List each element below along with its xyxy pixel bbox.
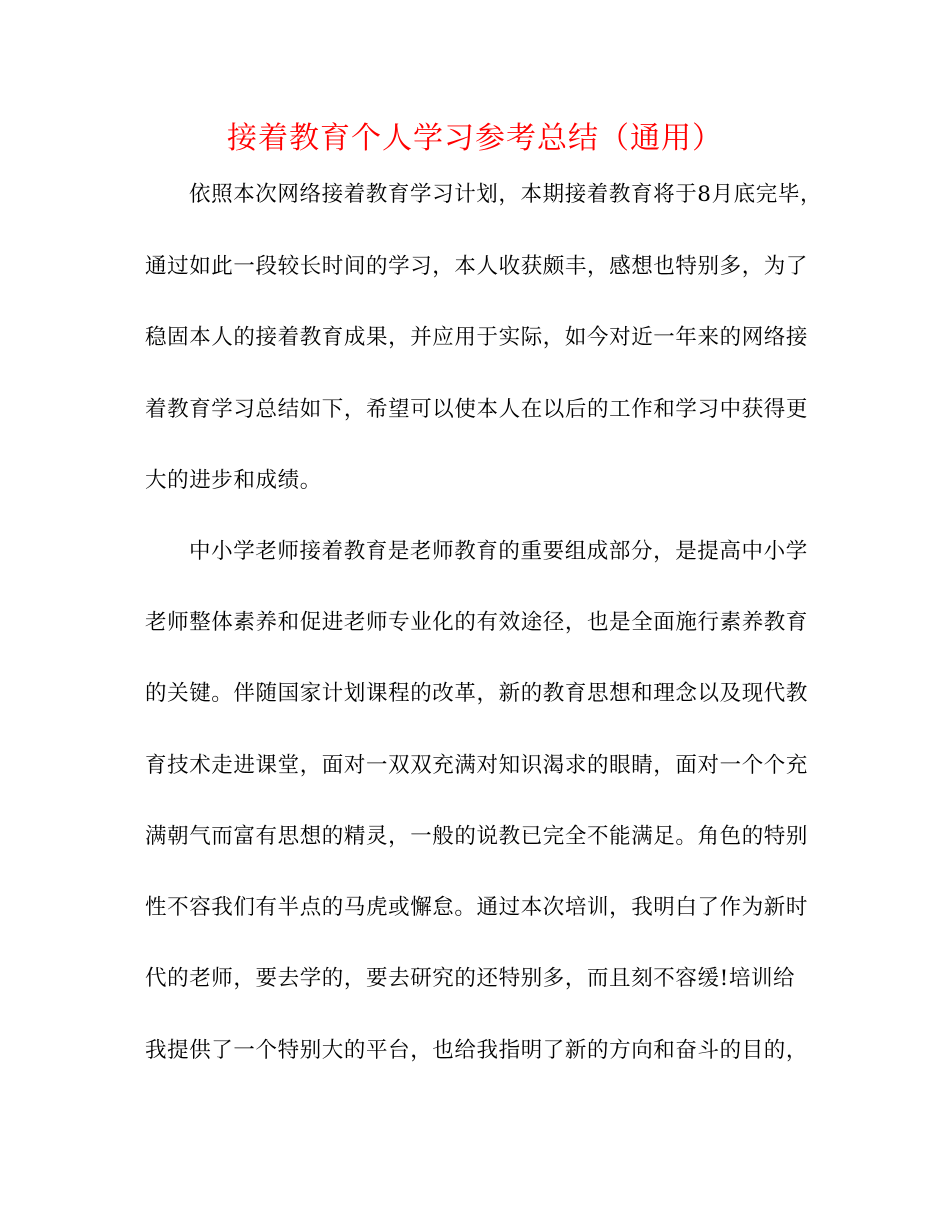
paragraph-2-line-1: 中小学老师接着教育是老师教育的重要组成部分，是提高中小学 (189, 539, 808, 564)
paragraph-2-line-7: 代的老师，要去学的，要去研究的还特别多，而且刻不容缓!培训给 (145, 966, 796, 991)
paragraph-2-line-6: 性不容我们有半点的马虎或懈怠。通过本次培训，我明白了作为新时 (145, 895, 809, 920)
paragraph-2-line-5: 满朝气而富有思想的精灵，一般的说教已完全不能满足。角色的特别 (145, 824, 809, 849)
paragraph-1-line-2: 通过如此一段较长时间的学习，本人收获颇丰，感想也特别多，为了 (145, 254, 809, 279)
paragraph-2-line-3: 的关键。伴随国家计划课程的改革，新的教育思想和理念以及现代教 (145, 681, 809, 706)
paragraph-2-line-8: 我提供了一个特别大的平台，也给我指明了新的方向和奋斗的目的， (145, 1038, 809, 1063)
paragraph-1-line-5: 大的进步和成绩。 (145, 468, 322, 493)
paragraph-1-line-1: 依照本次网络接着教育学习计划，本期接着教育将于8月底完毕， (189, 182, 823, 207)
paragraph-2-line-4: 育技术走进课堂，面对一双双充满对知识渴求的眼睛，面对一个个充 (145, 753, 809, 778)
paragraph-1-line-4: 着教育学习总结如下，希望可以使本人在以后的工作和学习中获得更 (145, 397, 809, 422)
document-title: 接着教育个人学习参考总结（通用） (227, 121, 723, 156)
paragraph-1-line-3: 稳固本人的接着教育成果，并应用于实际，如今对近一年来的网络接 (145, 325, 809, 350)
paragraph-2-line-2: 老师整体素养和促进老师专业化的有效途径，也是全面施行素养教育 (145, 610, 809, 635)
